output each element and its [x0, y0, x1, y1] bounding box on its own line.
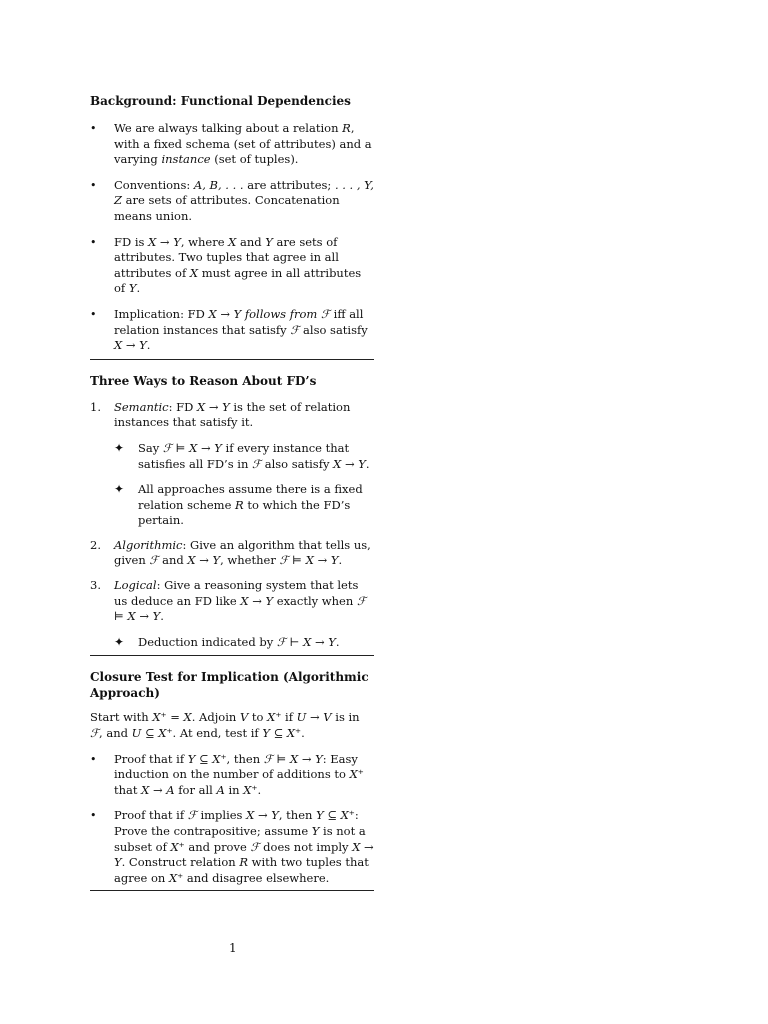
list-item: • Implication: FD X → Y follows from ℱ iff all relation instances that satisfy ℱ also satisfy X → Y. — [90, 306, 368, 353]
list-number: 2. — [90, 537, 101, 552]
section-heading-three-ways: Three Ways to Reason About FD’s — [90, 373, 317, 388]
intro-paragraph: Start with X⁺ = X. Adjoin V to X⁺ if U → V is in ℱ, and U ⊆ X⁺. At end, test if Y ⊆ X⁺. — [90, 710, 360, 741]
bullet-icon: • — [90, 122, 97, 135]
bullet-icon: • — [90, 752, 97, 766]
list-item: • Proof that if Y ⊆ X⁺, then ℱ ⊨ X → Y: Easy induction on the number of additions to X⁺ that X → A for all A in X⁺. — [90, 751, 364, 797]
sub-list-item: ✦ Deduction indicated by ℱ ⊢ X → Y. — [114, 634, 340, 649]
bullet-icon: • — [90, 178, 97, 192]
section-divider — [90, 655, 374, 656]
bullet-icon: • — [90, 809, 97, 823]
list-item: • Proof that if ℱ implies X → Y, then Y ⊆ X⁺: Prove the contrapositive; assume Y is not a subset of X⁺ and prove ℱ does not imply X → Y. Construct relation R with two tuples that agree on X⁺ and disagree elsewhere. — [90, 808, 374, 885]
section-divider — [90, 890, 374, 891]
list-item: 2. Algorithmic: Give an algorithm that tells us, given ℱ and X → Y, whether ℱ ⊨ X → Y. — [90, 537, 371, 568]
section-divider — [90, 359, 374, 360]
list-item: 3. Logical: Give a reasoning system that lets us deduce an FD like X → Y exactly when ℱ ⊨ X → Y. — [90, 578, 366, 624]
document-column — [90, 92, 374, 891]
bullet-icon: • — [90, 235, 97, 249]
list-number: 1. — [90, 399, 101, 414]
star-bullet-icon: ✦ — [114, 440, 125, 455]
star-bullet-icon: ✦ — [114, 482, 125, 497]
section-heading-closure-test: Closure Test for Implication (Algorithmic Approach) — [90, 670, 369, 701]
section-heading-background: Background: Functional Dependencies — [90, 94, 351, 108]
star-bullet-icon: ✦ — [114, 634, 125, 649]
list-item: 1. Semantic: FD X → Y is the set of relation instances that satisfy it. — [90, 399, 351, 430]
sub-list-item: ✦ All approaches assume there is a fixed relation scheme R to which the FD’s pertain. — [114, 482, 363, 528]
bullet-icon: • — [90, 307, 97, 321]
list-item: • We are always talking about a relation R, with a fixed schema (set of attributes) and a varying instance (set of tuples). — [90, 121, 372, 167]
list-number: 3. — [90, 578, 101, 593]
page-number: 1 — [229, 941, 237, 955]
list-item: • Conventions: A, B, . . . are attributes; . . . , Y, Z are sets of attributes. Concatenation means union. — [90, 177, 374, 223]
sub-list-item: ✦ Say ℱ ⊨ X → Y if every instance that satisfies all FD’s in ℱ also satisfy X → Y. — [114, 440, 370, 471]
list-item: • FD is X → Y, where X and Y are sets of attributes. Two tuples that agree in all attributes of X must agree in all attributes of Y. — [90, 234, 362, 296]
